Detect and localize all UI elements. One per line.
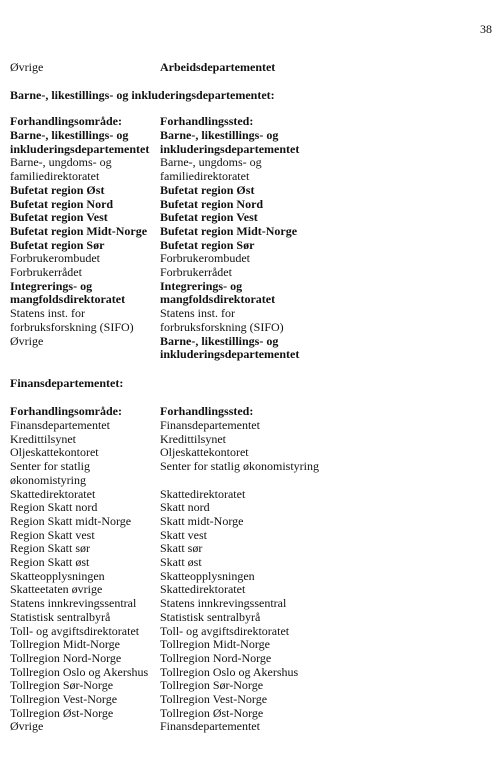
row-area-cell: Region Skatt midt-Norge <box>10 513 132 528</box>
row-area-cell: Skatteopplysningen <box>10 568 105 583</box>
row-location-cell: Skatteopplysningen <box>160 568 255 583</box>
row-location-cell: Statens inst. for <box>160 306 235 321</box>
row-location-cell: Tollregion Øst-Norge <box>160 705 264 720</box>
row-area-cell: Tollregion Nord-Norge <box>10 650 122 665</box>
row-location-cell: Statistisk sentralbyrå <box>160 609 261 624</box>
top-row-right: Arbeidsdepartementet <box>160 60 276 74</box>
row-location-cell: Tollregion Nord-Norge <box>160 650 272 665</box>
section-title: Barne-, likestillings- og inkluderingsdepartementet: <box>10 88 275 102</box>
row-location-cell: Bufetat region Vest <box>160 210 258 225</box>
row-location-cell: Skatt sør <box>160 541 203 556</box>
row-location-cell: Skatt nord <box>160 500 210 515</box>
row-area-cell: Finansdepartementet <box>10 418 110 432</box>
row-area-cell: Øvrige <box>10 719 44 734</box>
row-area-cell: Statens inst. for <box>10 306 85 321</box>
row-area-cell: Oljeskattekontoret <box>10 445 99 460</box>
row-location-cell: Skattedirektoratet <box>160 486 246 501</box>
row-location-cell: Bufetat region Øst <box>160 182 255 197</box>
row-location-cell: Tollregion Sør-Norge <box>160 678 264 693</box>
row-location-cell: Skatt midt-Norge <box>160 513 244 528</box>
row-location-cell: Integrerings- og <box>160 278 243 293</box>
row-area-cell: Barne-, ungdoms- og <box>10 155 112 170</box>
row-location-cell: Bufetat region Midt-Norge <box>160 223 298 238</box>
row-location-cell: Bufetat region Sør <box>160 237 255 252</box>
row-area-cell: Forbrukerombudet <box>10 251 100 266</box>
row-area-cell: Barne-, likestillings- og <box>10 128 129 142</box>
row-location-cell: Skatt øst <box>160 555 202 569</box>
row-area-cell: inkluderingsdepartementet <box>10 141 150 156</box>
row-location-cell: Bufetat region Nord <box>160 196 264 211</box>
column-header-location: Forhandlingssted: <box>160 114 254 128</box>
column-header-area: Forhandlingsområde: <box>10 404 123 418</box>
row-location-cell: Toll- og avgiftsdirektoratet <box>160 623 290 638</box>
row-location-cell: Statens innkrevingssentral <box>160 596 287 611</box>
row-location-cell: Barne-, likestillings- og <box>160 333 279 348</box>
row-area-cell: Skatteetaten øvrige <box>10 582 103 597</box>
row-area-cell: Skattedirektoratet <box>10 486 96 501</box>
row-area-cell: Bufetat region Øst <box>10 182 105 197</box>
row-location-cell: Skattedirektoratet <box>160 582 246 597</box>
row-location-cell: Finansdepartementet <box>160 418 260 432</box>
row-location-cell: Forbrukerrådet <box>160 265 232 279</box>
row-area-cell: Tollregion Vest-Norge <box>10 692 118 706</box>
row-location-cell: Barne-, likestillings- og <box>160 128 279 142</box>
row-area-cell: mangfoldsdirektoratet <box>10 292 126 307</box>
top-row-left: Øvrige <box>10 60 44 74</box>
row-location-cell: Oljeskattekontoret <box>160 445 249 460</box>
row-area-cell: forbruksforskning (SIFO) <box>10 319 134 334</box>
page-number: 38 <box>480 22 492 36</box>
row-area-cell: Kredittilsynet <box>10 431 76 446</box>
row-area-cell: Tollregion Oslo og Akershus <box>10 664 149 679</box>
row-location-cell: forbruksforskning (SIFO) <box>160 319 284 334</box>
column-header-area: Forhandlingsområde: <box>10 114 123 128</box>
section-title: Finansdepartementet: <box>10 376 124 390</box>
row-location-cell: Tollregion Midt-Norge <box>160 637 270 652</box>
row-area-cell: Integrerings- og <box>10 278 93 293</box>
row-location-cell: Forbrukerombudet <box>160 251 250 266</box>
row-location-cell: Senter for statlig økonomistyring <box>160 459 319 474</box>
row-area-cell: Bufetat region Midt-Norge <box>10 223 148 238</box>
row-area-cell: Tollregion Sør-Norge <box>10 678 114 693</box>
row-area-cell: Region Skatt nord <box>10 500 98 515</box>
row-area-cell: Statistisk sentralbyrå <box>10 609 111 624</box>
row-area-cell: Øvrige <box>10 333 44 348</box>
row-area-cell: Tollregion Øst-Norge <box>10 705 114 720</box>
row-location-cell: familiedirektoratet <box>160 169 250 184</box>
row-location-cell: Skatt vest <box>160 527 207 542</box>
row-area-cell: Bufetat region Nord <box>10 196 114 211</box>
row-area-cell: Region Skatt vest <box>10 527 95 542</box>
row-area-cell: økonomistyring <box>10 472 87 487</box>
column-header-location: Forhandlingssted: <box>160 404 254 418</box>
row-area-cell: Senter for statlig <box>10 459 90 474</box>
row-location-cell: Kredittilsynet <box>160 431 226 446</box>
row-area-cell: Region Skatt øst <box>10 555 90 569</box>
row-area-cell: Bufetat region Sør <box>10 237 105 252</box>
row-area-cell: Forbrukerrådet <box>10 265 82 279</box>
row-location-cell: Finansdepartementet <box>160 719 260 734</box>
row-location-cell: inkluderingsdepartementet <box>160 141 300 156</box>
row-area-cell: Bufetat region Vest <box>10 210 108 225</box>
row-area-cell: familiedirektoratet <box>10 169 100 184</box>
row-location-cell: inkluderingsdepartementet <box>160 347 300 362</box>
row-area-cell: Toll- og avgiftsdirektoratet <box>10 623 140 638</box>
row-location-cell: mangfoldsdirektoratet <box>160 292 276 307</box>
row-area-cell: Region Skatt sør <box>10 541 90 556</box>
row-area-cell: Statens innkrevingssentral <box>10 596 137 611</box>
row-location-cell: Tollregion Vest-Norge <box>160 692 268 706</box>
row-area-cell: Tollregion Midt-Norge <box>10 637 120 652</box>
row-location-cell: Barne-, ungdoms- og <box>160 155 262 170</box>
row-location-cell: Tollregion Oslo og Akershus <box>160 664 299 679</box>
